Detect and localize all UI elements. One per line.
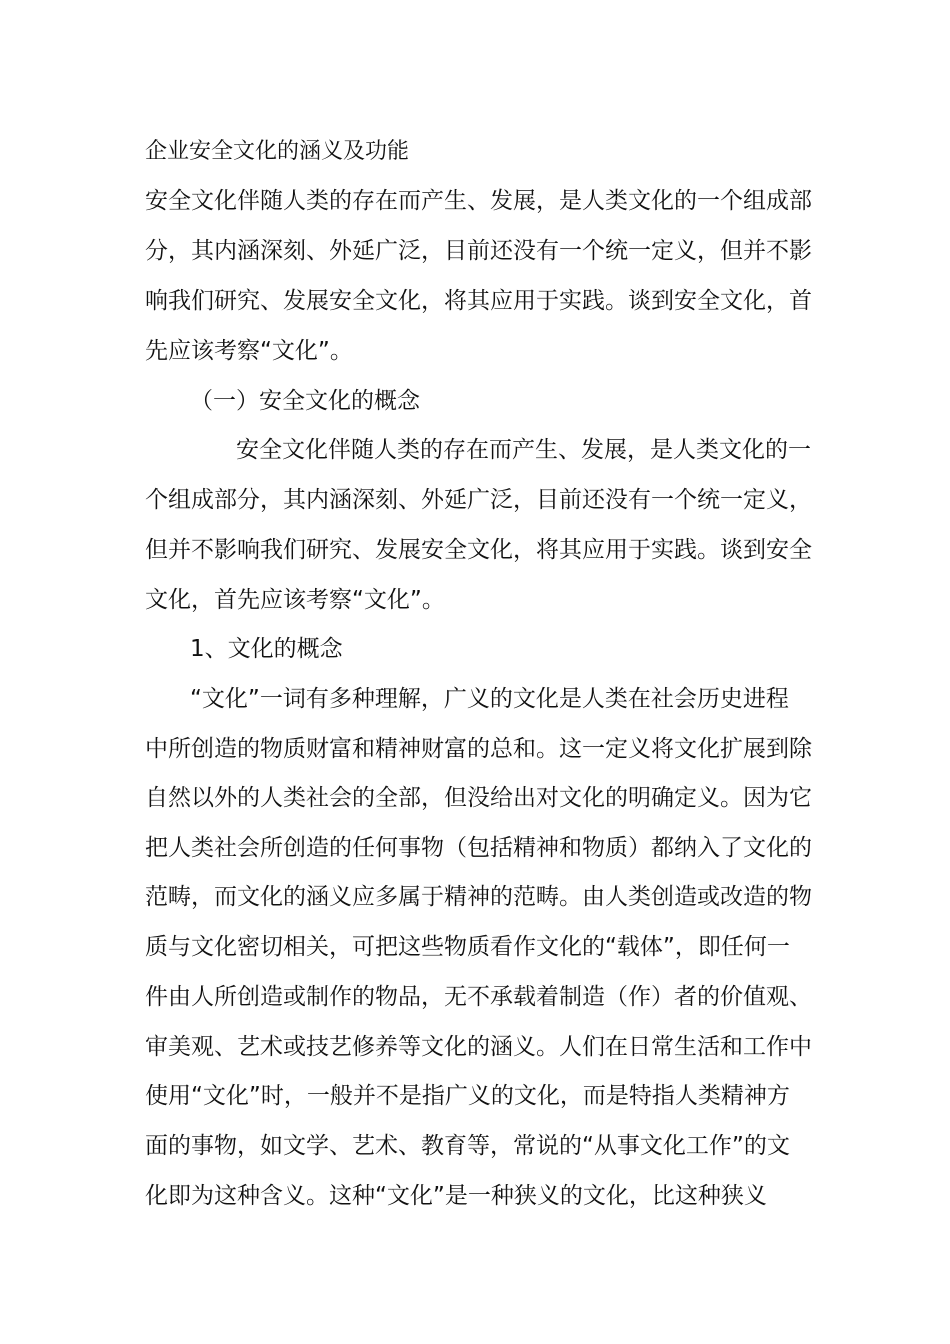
intro-line-3: 响我们研究、发展安全文化，将其应用于实践。谈到安全文化，首 bbox=[145, 288, 812, 314]
section-line-2: 个组成部分，其内涵深刻、外延广泛，目前还没有一个统一定义， bbox=[145, 487, 812, 513]
body-line-9: 使用“文化”时，一般并不是指广义的文化，而是特指人类精神方 bbox=[145, 1083, 790, 1109]
intro-line-1: 安全文化伴随人类的存在而产生、发展，是人类文化的一个组成部 bbox=[145, 188, 812, 214]
body-line-3: 自然以外的人类社会的全部，但没给出对文化的明确定义。因为它 bbox=[145, 785, 812, 811]
section-line-4: 文化，首先应该考察“文化”。 bbox=[145, 587, 445, 613]
section-heading: （一）安全文化的概念 bbox=[190, 388, 420, 414]
body-line-5: 范畴，而文化的涵义应多属于精神的范畴。由人类创造或改造的物 bbox=[145, 884, 812, 910]
body-line-1: “文化”一词有多种理解，广义的文化是人类在社会历史进程 bbox=[190, 686, 789, 712]
subsection-heading: 1、文化的概念 bbox=[190, 636, 343, 662]
body-line-10: 面的事物，如文学、艺术、教育等，常说的“从事文化工作”的文 bbox=[145, 1133, 790, 1159]
body-line-8: 审美观、艺术或技艺修养等文化的涵义。人们在日常生活和工作中 bbox=[145, 1034, 812, 1060]
body-line-6: 质与文化密切相关，可把这些物质看作文化的“载体”，即任何一 bbox=[145, 934, 790, 960]
section-line-1: 安全文化伴随人类的存在而产生、发展，是人类文化的一 bbox=[236, 437, 811, 463]
intro-line-2: 分，其内涵深刻、外延广泛，目前还没有一个统一定义，但并不影 bbox=[145, 238, 812, 264]
body-line-2: 中所创造的物质财富和精神财富的总和。这一定义将文化扩展到除 bbox=[145, 736, 812, 762]
section-line-3: 但并不影响我们研究、发展安全文化，将其应用于实践。谈到安全 bbox=[145, 537, 812, 563]
body-line-4: 把人类社会所创造的任何事物（包括精神和物质）都纳入了文化的 bbox=[145, 835, 812, 861]
body-line-7: 件由人所创造或制作的物品，无不承载着制造（作）者的价值观、 bbox=[145, 984, 812, 1010]
body-line-11: 化即为这种含义。这种“文化”是一种狭义的文化，比这种狭义 bbox=[145, 1183, 767, 1209]
document-title: 企业安全文化的涵义及功能 bbox=[145, 139, 410, 164]
intro-line-4: 先应该考察“文化”。 bbox=[145, 338, 353, 364]
